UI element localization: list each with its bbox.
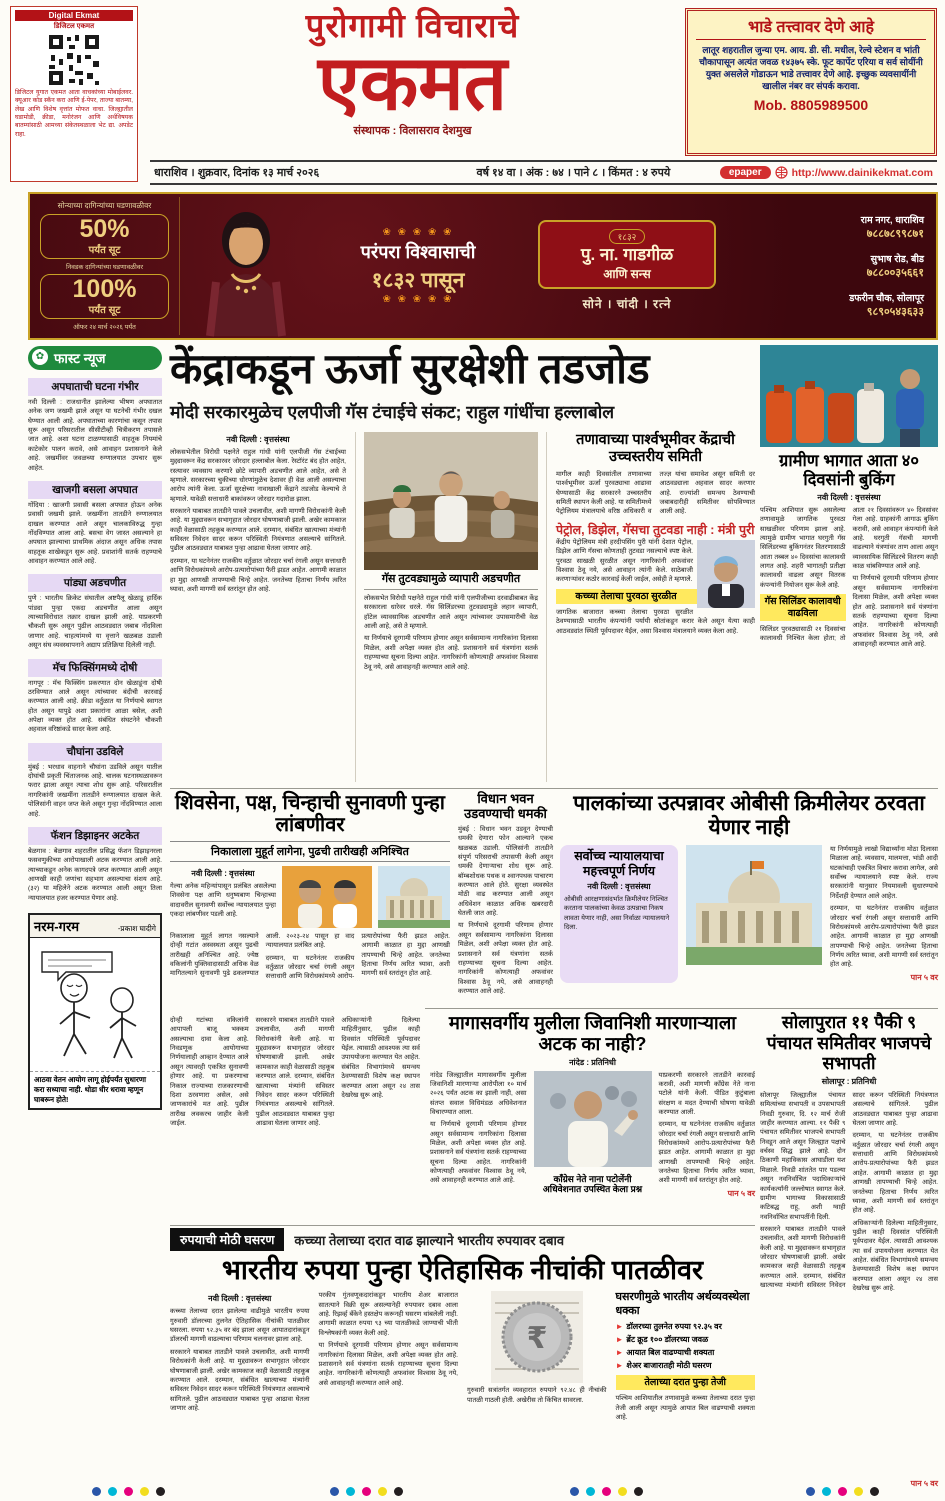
vidhan-bhavan-story [458,792,553,1005]
solapur-text: अधिकाऱ्यांनी दिलेल्या माहितीनुसार, पुढील काही दिवसांत परिस्थिती पूर्वपदावर येईल. त्यासाठी आवश्यक त्या सर्व उपाययोजना करण्यात येत आहेत. संबंधित विभागांमध्ये समन्वय ठेवण्यासाठी विशेष कक्ष स्थापन करण्यात आला असून २४ तास देखरेख सुरू आहे. [852,1219,938,1293]
shivsena-deck: निकालाला मुहूर्त लागेना, पुढची तारीखही अनिश्चित [170,841,450,862]
nanded-photo-caption: काँग्रेस नेते नाना पटोलेंनी अधिवेशनात उपस्थित केला प्रश्न [542,1173,643,1195]
minister-puri-photo [697,540,755,608]
lead-columns [170,432,755,782]
solapur-columns [760,1091,938,1476]
lead-body: या निर्णयाचे दूरगामी परिणाम होणार असून सर्वसामान्य नागरिकांना दिलासा मिळेल, अशी अपेक्षा व्यक्त होत आहे. प्रशासनाने सर्व यंत्रणांना सतर्क राहण्याच्या सूचना दिल्या आहेत. नागरिकांनी कोणत्याही अफवांवर विश्वास ठेवू नये, असे आवाहनही करण्यात आले आहे. [364,635,538,671]
print-dot [586,1487,595,1496]
obc-text: दरम्यान, या घटनेनंतर राजकीय वर्तुळात जोरदार चर्चा रंगली असून सत्ताधारी आणि विरोधकांमध्ये आरोप-प्रत्यारोपांच्या फैरी झडत आहेत. आगामी काळात हा मुद्दा आणखी तापण्याची चिन्हे आहेत. जनतेच्या हिताचा निर्णय त्वरित घ्यावा, अशी मागणी सर्व स्तरांतून होत आहे. [830,905,938,969]
obc-story [560,792,938,1005]
offer-2-note: ऑफर २४ मार्च २०२६ पर्यंत [73,324,136,331]
branch-phone: ७८८००३५६६१ [866,267,924,279]
shivsena-headline: शिवसेना, पक्ष, चिन्हाची सुनावणी पुन्हा लांबणीवर [175,792,445,837]
epaper-link[interactable] [720,166,933,179]
vidhan-body: मुंबई : विधान भवन उडवून देण्याची धमकी देणारा फोन आल्याने एकच खळबळ उडाली. पोलिसांनी तातडीने संपूर्ण परिसराची तपासणी केली असून धमकी देणाऱ्याचा शोध सुरू आहे. बॉम्बशोधक पथक व श्वानपथक पाचारण करण्यात आले होते. सुरक्षा व्यवस्थेत मोठी वाढ करण्यात आली असून अधिवेशन काळात अधिक खबरदारी घेतली जात आहे. [458,825,553,918]
nanded-column [659,1071,756,1199]
print-dot [570,1487,579,1496]
qr-note-text: डिजिटल युगात एकमत आता वाचकांच्या मोबाईलवर. क्यूआर कोड स्कॅन करा आणि ई-पेपर, ताज्या बातम्या, लेख आणि विशेष वृत्तांत मोफत वाचा. जिल्ह्यातील घडामोडी, क्रीडा, मनोरंजन आणि अर्थविषयक बातम्यांसाठी आमच्या संकेतस्थळाला भेट द्या. अपडेट राहा. [15,89,133,138]
globe-icon [775,166,788,179]
rental-ad-title: भाडे तत्त्वावर देणे आहे [696,15,926,40]
banner-branches [730,213,936,319]
print-registration-marks [570,1487,643,1496]
print-dot [618,1487,627,1496]
nanded-text: दरम्यान, या घटनेनंतर राजकीय वर्तुळात जोरदार चर्चा रंगली असून सत्ताधारी आणि विरोधकांमध्ये आरोप-प्रत्यारोपांच्या फैरी झडत आहेत. आगामी काळात हा मुद्दा आणखी तापण्याची चिन्हे आहेत. जनतेच्या हिताचा निर्णय त्वरित घ्यावा, अशी मागणी सर्व स्तरांतून होत आहे. [658,1121,755,1185]
fast-news-item-title: पांड्या अडचणीत [28,574,162,592]
cartoon-author: -प्रकाश घादीगे [117,924,156,934]
fast-news-item-title: फॅशन डिझाइनर अटकेत [28,827,162,845]
newspaper-title: एकमत [317,41,508,126]
rupee-column-3 [467,1291,607,1422]
rupee-byline: नवी दिल्ली : वृत्तसंस्था [208,1294,272,1304]
rupee-text: कच्च्या तेलाच्या दरात झालेल्या वाढीमुळे भारतीय रुपया गुरुवारी डॉलरच्या तुलनेत ऐतिहासिक नीचांकी पातळीवर घसरला. रुपया ९२.३५ वर बंद झाला असून आयातदारांकडून डॉलरची मागणी वाढल्याचा परिणाम चलनावर झाला आहे. [170,1308,310,1344]
fast-news-item [28,574,162,650]
shivsena-text: निकालाला मुहूर्त लागत नसल्याने दोन्ही गटांत अस्वस्थता असून पुढची तारीखही अनिश्चित आहे. ज्येष्ठ वकिलांनी युक्तिवादासाठी अधिक वेळ मागितल्याने सुनावणी पुढे ढकलण्यात आली. २०२३-२४ पासून हा वाद न्यायालयात प्रलंबित आहे. [170,932,355,978]
gas-booking-byline: नवी दिल्ली : वृत्तसंस्था [817,492,881,502]
classified-rental-ad [685,8,937,156]
fast-news-header [28,346,162,370]
lpg-cylinder-photo [760,345,938,447]
supreme-court-photo [686,845,822,965]
brand-name-line-1: पु. ना. गाडगीळ [580,245,674,265]
solapur-text: दरम्यान, या घटनेनंतर राजकीय वर्तुळात जोरदार चर्चा रंगली असून सत्ताधारी आणि विरोधकांमध्ये आरोप-प्रत्यारोपांच्या फैरी झडत आहेत. आगामी काळात हा मुद्दा आणखी तापण्याची चिन्हे आहेत. जनतेच्या हिताचा निर्णय त्वरित घ्यावा, अशी मागणी सर्व स्तरांतून होत आहे. [852,1132,938,1215]
gas-booking-text: सिलिंडर पुरवठ्यासाठी २१ दिवसांचा कालावधी निश्चित केला होता; तो आता २१ दिवसांवरून ४० दिवसांवर गेला आहे. ग्राहकांनी आगाऊ बुकिंग करावी, असे आवाहन कंपन्यांनी केले आहे. घरगुती गॅसची मागणी वाढल्याने यंत्रणांवर ताण आला असून व्यावसायिक सिलिंडरचे वितरण काही काळ थांबविण्यात आले आहे. [760,506,938,643]
gas-booking-body [760,506,938,768]
offer-2-value: 100% [72,275,137,303]
offer-1-value: 50% [79,215,130,243]
lead-column-1 [170,432,346,782]
qr-code [47,33,101,87]
lead-body: दरम्यान, या घटनेनंतर राजकीय वर्तुळात जोरदार चर्चा रंगली असून सत्ताधारी आणि विरोधकांमध्ये आरोप-प्रत्यारोपांच्या फैरी झडत आहेत. आगामी काळात हा मुद्दा आणखी तापण्याची चिन्हे आहेत. जनतेच्या हिताचा निर्णय त्वरित घ्यावा, अशी मागणी सर्व स्तरांतून होत आहे. [170,557,346,593]
rupee-column-2 [319,1291,459,1422]
solapur-story [760,1012,938,1488]
obc-byline: नवी दिल्ली : वृत्तसंस्था [587,882,651,892]
solapur-byline: सोलापूर : प्रतिनिधी [821,1076,877,1086]
offer-1-label: पर्यंत सूट [88,245,121,256]
leaders-photo [282,866,372,928]
cartoon-header [30,915,160,938]
edition-info: वर्ष १४ वा । अंक : ७४ । पाने ८ । किंमत : ४ रुपये [476,167,671,179]
banner-offer-1 [40,214,169,259]
rupee-kicker-strip [170,1228,755,1251]
brand-name-line-2: आणि सन्स [603,266,651,281]
print-dot [346,1487,355,1496]
parliament-photo [364,432,538,570]
solapur-text: सरकारने याबाबत तातडीने पावले उचलावीत, अशी मागणी विरोधकांनी केली आहे. या मुद्द्यावरून सभागृहात जोरदार घोषणाबाजी झाली. अखेर कामकाज काही वेळासाठी तहकूब करण्यात आले. दरम्यान, संबंधित खात्याच्या मंत्र्यांनी सविस्तर निवेदन सादर करून परिस्थिती नियंत्रणात असल्याचे सांगितले. पुढील आठवड्यात याबाबत पुन्हा आढावा घेतला जाणार आहे. [760,1091,938,1290]
branch-phone: ७८८७८९९८७१ [866,228,924,240]
offer-2-label: पर्यंत सूट [88,305,121,316]
masthead [145,2,680,138]
arrow-icon: ► [615,1321,624,1331]
obc-row [560,845,938,983]
print-registration-marks [330,1487,403,1496]
obc-verdict-box [560,845,678,983]
shivsena-text: दोन्ही गटांच्या वकिलांनी आपापली बाजू भक्कम असल्याचा दावा केला आहे. निवडणूक आयोगाच्या निर्णयालाही आव्हान देण्यात आले असून त्यावरही एकत्रित सुनावणी होणार आहे. या प्रकरणाचा निकाल राज्याच्या राजकारणाची दिशा ठरवणारा असेल, असे जाणकारांचे मत आहे. पुढील तारीख लवकरच जाहीर केली जाईल. [170,1017,249,1127]
committee-body: मागील काही दिवसांतील तणावाच्या पार्श्वभूमीवर ऊर्जा पुरवठ्याचा आढावा घेण्यासाठी केंद्र सरकारने उच्चस्तरीय समिती स्थापन केली आहे. या समितीमध्ये पेट्रोलियम मंत्रालयाचे वरिष्ठ अधिकारी व तज्ज्ञ यांचा समावेश असून समिती दर आठवड्याला अहवाल सादर करणार आहे. राज्यांशी समन्वय ठेवण्याची जबाबदारीही समितीवर सोपविण्यात आली आहे. [556,471,755,516]
marigold-garland-icon: ❀ ❀ ❀ ❀ ❀ [382,227,454,238]
rupee-text: परकीय गुंतवणूकदारांकडून भारतीय शेअर बाजारात सातत्याने विक्री सुरू असल्यानेही रुपयावर दबाव आला आहे. रिझर्व्ह बँकेने हस्तक्षेप करूनही घसरण थांबलेली नाही. आगामी काळात रुपया ९३ च्या पातळीकडे जाण्याची भीती विश्लेषकांनी व्यक्त केली आहे. [318,1292,458,1337]
fast-news-item [28,378,162,473]
print-dot [362,1487,371,1496]
obc-text: या निर्णयामुळे लाखो विद्यार्थ्यांना मोठा दिलासा मिळाला आहे. व्यवसाय, मालमत्ता, भांडी आदी घटकांचाही एकत्रित विचार करावा लागेल, असे सर्वोच्च न्यायालयाने स्पष्ट केले. राज्य सरकारांनी यानुसार नियमावली सुधारण्याचे निर्देशही देण्यात आले आहेत. [830,846,938,900]
rupee-bullet-text: आयात बिल वाढण्याची शक्यता [626,1347,715,1357]
founder-line: संस्थापक : विलासराव देशमुख [353,125,472,138]
cartoon-caption: आठवा वेतन आयोग लागू होईपर्यंत सुधारणा करा सध्याचा नाही. थोडा धीर धरावा म्हणून घाबरून होते! [30,1071,160,1108]
rupee-column-1 [170,1291,310,1422]
rupee-bullet-text: डॉलरच्या तुलनेत रुपया ९२.३५ वर [626,1321,722,1331]
qr-band-label: Digital Ekmat [15,10,133,21]
print-dot [854,1487,863,1496]
branch-name: राम नगर, धाराशिव [860,215,924,226]
continued-on-page-marker[interactable]: पान ५ वर [910,1478,938,1488]
print-dot [806,1487,815,1496]
print-dot [156,1487,165,1496]
fast-news-item-title: चौघांना उडविले [28,743,162,761]
fast-news-item-body: नवी दिल्ली : राजधानीत झालेल्या भीषण अपघातात अनेक जण जखमी झाले असून या घटनेची गंभीर दखल घेण्यात आली आहे. अपघाताच्या कारणांचा कसून तपास सुरू असून परिसरातील सीसीटीव्ही चित्रीकरण तपासले जात आहे. अशा घटना टाळण्यासाठी वाहतूक नियमांचे काटेकोर पालन करावे, असे आवाहन प्रशासनाने केले आहे. जखमींवर जवळच्या रुग्णालयात उपचार सुरू आहेत. [28,399,162,472]
nana-patole-photo [534,1071,652,1167]
obc-verdict-title: सर्वोच्च न्यायालयाचा महत्त्वपूर्ण निर्णय [574,849,664,879]
branch-item [730,252,924,280]
nanded-byline: नांदेड : प्रतिनिधी [569,1057,616,1067]
economy-shock-title: घसरणीमुळे भारतीय अर्थव्यवस्थेला धक्का [615,1291,750,1318]
lead-column-2 [355,432,547,782]
lead-body: लोकसभेत विरोधी पक्षनेते राहुल गांधी यांनी एलपीजीच्या दरवाढीबाबत केंद्र सरकारला धारेवर धरले. गॅस सिलिंडरच्या तुटवड्यामुळे लहान व्यापारी, हॉटेल व्यावसायिक अडचणीत आले असून त्यांच्यावर उपासमारीची वेळ आली आहे, असे ते म्हणाले. [364,595,538,631]
oil-rally-highlight: तेलाच्या दरात पुन्हा तेजी [616,1375,756,1390]
fast-news-item [28,743,162,819]
brand-year-badge: १८३२ [609,229,646,244]
rupee-coin-photo [491,1291,583,1383]
epaper-url[interactable]: http://www.dainikekmat.com [791,166,933,179]
gas-booking-story [760,345,938,768]
banner-offer-intro: सोन्याच्या दागिन्यांच्या घडणावळीवर [57,201,152,210]
heritage-line-2: १८३२ पासून [371,269,465,292]
lead-deck: मोदी सरकारमुळेच एलपीजी गॅस टंचाईचे संकट; राहुल गांधींचा हल्लाबोल [170,401,615,422]
fast-news-item-body: पुणे : भारतीय क्रिकेट संघातील अष्टपैलू खेळाडू हार्दिक पांड्या पुन्हा एकदा अडचणीत आला असून त्याच्याविरोधात तक्रार दाखल झाली आहे. याप्रकरणी चौकशी सुरू असून पुढील आठवड्यात जबाब नोंदविला जाणार आहे. चाहत्यांमध्ये या वृत्ताने खळबळ उडाली असून संघ व्यवस्थापनाने अद्याप प्रतिक्रिया दिलेली नाही. [28,595,162,650]
fast-news-item [28,481,162,567]
lead-photo-caption: गॅस तुटवड्यामुळे व्यापारी अडचणीत [364,573,538,590]
banner-offer-2 [40,274,169,319]
cartoon-illustration [30,938,158,1066]
gas-booking-text: पश्चिम आशियात सुरू असलेल्या तणावामुळे जागतिक पुरवठा साखळीवर परिणाम झाला आहे. त्यामुळे ग्रामीण भागात घरगुती गॅस सिलिंडरच्या बुकिंगनंतर वितरणासाठी आता तब्बल ४० दिवसांचा कालावधी लागत आहे. शहरी भागातही प्रतीक्षा कालावधी वाढला असून वितरक कंपन्यांनी नियोजन सुरू केले आहे. [760,506,846,589]
nanded-text: याप्रकरणी सरकारने तातडीने कारवाई करावी, अशी मागणी काँग्रेस नेते नाना पटोले यांनी केली. पीडित कुटुंबाला संरक्षण व मदत देण्याची घोषणा यावेळी करण्यात आली. [658,1071,755,1116]
print-dot [378,1487,387,1496]
branch-name: डफरीन चौक, सोलापूर [849,293,924,304]
lead-column-3 [556,432,755,782]
fast-news-item-body: गोंदिया : खाजगी प्रवासी बसला अपघात होऊन अनेक प्रवासी जखमी झाले. जखमींना तातडीने रुग्णालयात दाखल करण्यात आले असून चालकाविरुद्ध गुन्हा नोंदविण्यात आला आहे. बसचा वेग जास्त असल्याने हा अपघात झाल्याचा प्राथमिक अंदाज असून अधिक तपास वाहतूक शाखेकडून सुरू आहे. प्रवाशांनी सतर्क राहण्याचे आवाहन करण्यात आले आहे. [28,501,162,566]
print-registration-marks [806,1487,879,1496]
fast-news-item [28,659,162,735]
jeweller-banner-ad [28,192,938,340]
rupee-bullet-text: शेअर बाजारातही मोठी घसरण [626,1360,712,1370]
nanded-text: या निर्णयाचे दूरगामी परिणाम होणार असून सर्वसामान्य नागरिकांना दिलासा मिळेल, अशी अपेक्षा व्यक्त होत आहे. प्रशासनाने सर्व यंत्रणांना सतर्क राहण्याच्या सूचना दिल्या आहेत. नागरिकांनी कोणत्याही अफवांवर विश्वास ठेवू नये, असे आवाहनही करण्यात आले आहे. [430,1121,527,1185]
oil-supply-highlight: कच्च्या तेलाचा पुरवठा सुरळीत [556,589,755,604]
date-bar [150,160,937,185]
print-dot [394,1487,403,1496]
shivsena-top-row [170,866,450,928]
nanded-text: नांदेड जिल्ह्यातील मागासवर्गीय मुलीला जिवानिशी मारणाऱ्या आरोपीला १० मार्च २०२६ पर्यंत अटक का झाली नाही, असा संतप्त सवाल विधिमंडळ अधिवेशनात विचारण्यात आला. [430,1071,527,1116]
committee-subhead: तणावाच्या पार्श्वभूमीवर केंद्राची उच्चस्तरीय समिती [576,431,735,465]
lead-body: लोकसभेतील विरोधी पक्षनेते राहुल गांधी यांनी एलपीजी गॅस टंचाईच्या मुद्द्यावरून केंद्र सरकारवर जोरदार हल्लाबोल केला. रेस्टॉरंट बंद होत आहेत, रस्त्यावर व्यवसाय करणारे छोटे व्यापारी अडचणीत आले आहेत, असे ते म्हणाले. सरकारच्या चुकीच्या धोरणांमुळेच देशावर ही वेळ आली असल्याचा आरोप त्यांनी केला. ऊर्जा सुरक्षेच्या नावाखाली केंद्राने तडजोड केल्याचे ते म्हणाले. यावेळी सत्ताधारी बाकांवरून जोरदार गदारोळ झाला. [170,448,346,503]
fast-news-item-body: नागपूर : मॅच फिक्सिंग प्रकरणात दोन खेळाडूंना दोषी ठरविण्यात आले असून त्यांच्यावर बंदीची कारवाई करण्यात आली आहे. क्रीडा वर्तुळात या निर्णयाचे स्वागत होत असून यापुढे अशा प्रकारांना आळा बसेल, अशी अपेक्षा व्यक्त होत आहे. संबंधित संघटनेने चौकशी अहवाल वरिष्ठांकडे सादर केला आहे. [28,679,162,734]
rupee-strip-text: कच्च्या तेलाच्या दरात वाढ झाल्याने भारतीय रुपयावर दबाव [294,1232,565,1248]
continued-on-page-marker[interactable]: पान ५ वर [727,1188,755,1198]
banner-heritage [312,227,524,305]
print-dot [92,1487,101,1496]
arrow-icon: ► [615,1360,624,1370]
branch-item [730,291,924,319]
print-dot [634,1487,643,1496]
solapur-headline: सोलापुरात ११ पैकी ९ पंचायत समितीवर भाजपचे सभापती [766,1012,932,1074]
lead-byline: नवी दिल्ली : वृत्तसंस्था [226,434,290,444]
print-dot [822,1487,831,1496]
fast-news-item-title: खाजगी बसला अपघात [28,481,162,499]
rupee-kicker: रुपयाची मोठी घसरण [170,1228,284,1251]
branch-item [730,213,924,241]
banner-offers [30,197,180,335]
lead-story [170,345,755,782]
shivsena-story-continued [170,1016,420,1221]
vidhan-body: या निर्णयाचे दूरगामी परिणाम होणार असून सर्वसामान्य नागरिकांना दिलासा मिळेल, अशी अपेक्षा व्यक्त होत आहे. प्रशासनाने सर्व यंत्रणांना सतर्क राहण्याच्या सूचना दिल्या आहेत. नागरिकांनी कोणत्याही अफवांवर विश्वास ठेवू नये, असे आवाहनही करण्यात आले आहे. [458,922,553,995]
solapur-text: सोलापूर जिल्ह्यातील पंचायत समित्यांच्या सभापती व उपसभापती निवडी गुरुवार, दि. १२ मार्च रोजी जाहीर करण्यात आल्या. ११ पैकी ९ पंचायत समितीवर भाजपचे सभापती निवडून आले असून जिल्ह्यात पक्षाचे वर्चस्व सिद्ध झाले आहे. दोन ठिकाणी महाविकास आघाडीला यश मिळाले. निवडी शांततेत पार पडल्या असून नवनिर्वाचित पदाधिकाऱ्यांचे कार्यकर्त्यांनी जल्लोषात स्वागत केले. ग्रामीण भागाच्या विकासासाठी कटिबद्ध राहू, अशी ग्वाही नवनिर्वाचित सभापतींनी दिली. [760,1091,846,1221]
rental-ad-phone: Mob. 8805989500 [753,96,869,113]
shivsena-text: सरकारने याबाबत तातडीने पावले उचलावीत, अशी मागणी विरोधकांनी केली आहे. या मुद्द्यावरून सभागृहात जोरदार घोषणाबाजी झाली. अखेर कामकाज काही वेळासाठी तहकूब करण्यात आले. दरम्यान, संबंधित खात्याच्या मंत्र्यांनी सविस्तर निवेदन सादर करून परिस्थिती नियंत्रणात असल्याचे सांगितले. पुढील आठवड्यात याबाबत पुन्हा आढावा घेतला जाणार आहे. [255,1017,335,1127]
rupee-columns [170,1291,755,1422]
fast-news-item-title: अपघाताची घटना गंभीर [28,378,162,396]
rupee-text: गुरुवारी सत्रांतर्गत व्यवहारात रुपयाने ९२.४८ ही नीचांकी पातळी गाठली होती. अखेरीस तो किंचित सावरला. [467,1387,607,1404]
masthead-tagline: पुरोगामी विचाराचे [305,7,520,44]
lead-headline: केंद्राकडून ऊर्जा सुरक्षेशी तडजोड [170,345,650,392]
cartoon-title: नरम-गरम [34,919,80,935]
lead-tail: जागतिक बाजारात कच्च्या तेलाचा पुरवठा सुरळीत ठेवण्यासाठी भारतीय कंपन्यांनी पर्यायी स्रोतांकडून करार केले असून येत्या काही आठवड्यांत स्थिती पूर्वपदावर येईल, असा विश्वास मंत्रालयाने व्यक्त केला आहे. [556,609,755,635]
rupee-text: पश्चिम आशियातील तणावामुळे कच्च्या तेलाच्या दरात पुन्हा तेजी आली असून त्यामुळे आयात बिल वाढण्याची शक्यता आहे. [615,1395,755,1421]
rupee-bullet [616,1361,756,1371]
puri-block [556,538,755,585]
fast-news-item-body: मुंबई : भरधाव वाहनाने चौघांना उडविले असून यातील दोघांची प्रकृती चिंताजनक आहे. चालक घटनास्थळावरून फरार झाला असून त्याचा शोध सुरू आहे. परिसरातील नागरिकांनी जखमींना तातडीने रुग्णालयात दाखल केले. पोलिसांनी वाहन जप्त केले असून गुन्हा नोंदविण्यात आला आहे. [28,763,162,818]
shivsena-text: दरम्यान, या घटनेनंतर राजकीय वर्तुळात जोरदार चर्चा रंगली असून सत्ताधारी आणि विरोधकांमध्ये आरोप-प्रत्यारोपांच्या फैरी झडत आहेत. आगामी काळात हा मुद्दा आणखी तापण्याची चिन्हे आहेत. जनतेच्या हिताचा निर्णय त्वरित घ्यावा, अशी मागणी सर्व स्तरांतून होत आहे. [265,932,450,981]
rupee-bullet [616,1335,756,1345]
section-divider [170,788,938,789]
obc-text: ओबीसी आरक्षणासंदर्भात क्रिमीलेयर निश्चित करताना पालकांच्या केवळ उत्पन्नाचा निकष लावता येणार नाही, असा निर्वाळा न्यायालयाने दिला. [564,896,670,932]
puri-body: केंद्रीय पेट्रोलियम मंत्री हरदीपसिंग पुरी यांनी देशात पेट्रोल, डिझेल आणि गॅसचा कोणताही तुटवडा नसल्याचे स्पष्ट केले. पुरवठा साखळी सुरळीत असून नागरिकांनी अफवांवर विश्वास ठेवू नये, असे आवाहन त्यांनी केले. साठेबाजी करणाऱ्यांवर कठोर कारवाई केली जाईल, असेही ते म्हणाले. [556,538,693,584]
obc-headline: पालकांच्या उत्पन्नावर ओबीसी क्रिमीलेयर ठरवता येणार नाही [573,792,925,839]
branch-name: सुभाष रोड, बीड [870,254,924,265]
print-dot [602,1487,611,1496]
banner-brand [524,220,730,312]
fast-news-item-body: बेळगाव : बेळगाव शहरातील प्रसिद्ध फॅशन डिझाइनरला फसवणुकीच्या आरोपाखाली अटक करण्यात आली आहे. त्याच्याकडून अनेक कागदपत्रे जप्त करण्यात आली असून आणखी काही जणांचा सहभाग असल्याचा संशय आहे. (३२) या महिलेने अटक करण्यात आली असून तिला न्यायालयात हजर करण्यात येणार आहे. [28,847,162,902]
nanded-photo-column [534,1071,652,1199]
gas-booking-text: या निर्णयाचे दूरगामी परिणाम होणार असून सर्वसामान्य नागरिकांना दिलासा मिळेल, अशी अपेक्षा व्यक्त होत आहे. प्रशासनाने सर्व यंत्रणांना सतर्क राहण्याच्या सूचना दिल्या आहेत. नागरिकांनी कोणत्याही अफवांवर विश्वास ठेवू नये, असे आवाहनही करण्यात आले आहे. [852,575,938,648]
arrow-icon: ► [615,1347,624,1357]
branch-phone: ९८९०५४३६३३ [866,306,924,318]
brand-box [538,220,716,289]
rupee-text: सरकारने याबाबत तातडीने पावले उचलावीत, अशी मागणी विरोधकांनी केली आहे. या मुद्द्यावरून सभागृहात जोरदार घोषणाबाजी झाली. अखेर कामकाज काही वेळासाठी तहकूब करण्यात आले. दरम्यान, संबंधित खात्याच्या मंत्र्यांनी सविस्तर निवेदन सादर करून परिस्थिती नियंत्रणात असल्याचे सांगितले. पुढील आठवड्यात याबाबत पुन्हा आढावा घेतला जाणार आहे. [170,1348,310,1412]
fast-news-item-title: मॅच फिक्सिंगमध्ये दोषी [28,659,162,677]
leaf-icon: ✿ [32,349,48,365]
model-photo-illustration [180,196,312,336]
svg-text:₹: ₹ [526,1321,548,1357]
print-dot [140,1487,149,1496]
arrow-icon: ► [615,1334,624,1344]
print-dot [108,1487,117,1496]
rupee-text: या निर्णयाचे दूरगामी परिणाम होणार असून सर्वसामान्य नागरिकांना दिलासा मिळेल, अशी अपेक्षा व्यक्त होत आहे. प्रशासनाने सर्व यंत्रणांना सतर्क राहण्याच्या सूचना दिल्या आहेत. नागरिकांनी कोणत्याही अफवांवर विश्वास ठेवू नये, असे आवाहनही करण्यात आले आहे. [318,1342,458,1387]
nanded-story [430,1012,755,1222]
dateline: धाराशिव । शुक्रवार, दिनांक १३ मार्च २०२६ [154,167,320,179]
fast-news-title: फास्ट न्यूज [54,351,106,366]
section-divider [425,1008,938,1009]
section-divider [170,1225,755,1226]
rupee-headline: भारतीय रुपया पुन्हा ऐतिहासिक नीचांकी पातळीवर [221,1255,704,1285]
rental-ad-body: लातूर शहरातील जुन्या एम. आय. डी. सी. मधील, रेल्वे स्टेशन व भांती चौकापासून अत्यंत जवळ १४३७५ स्के. फूट कार्पेट एरिया व सर्व सोयींनी युक्त असलेले गोडाऊन भाडे तत्त्वावर देणे आहे. इच्छुक व्यवसायींनी खालील नंबर वर संपर्क करावा. [699,45,923,92]
brand-products: सोने । चांदी । रत्ने [582,296,672,311]
shivsena-story [170,792,450,1005]
offer-1-note: निवडक दागिन्यांच्या घडणावळीवर [65,264,144,271]
rupee-bullet [616,1348,756,1358]
print-registration-marks [92,1487,165,1496]
shivsena-text: गेल्या अनेक महिन्यांपासून प्रलंबित असलेल्या शिवसेना पक्ष आणि धनुष्यबाण चिन्हाच्या वादावरील सुनावणी सर्वोच्च न्यायालयात पुन्हा एकदा लांबणीवर पडली आहे. [170,882,276,918]
shivsena-byline: नवी दिल्ली : वृत्तसंस्था [191,868,255,878]
rupee-bullet [616,1322,756,1332]
qr-sub-label: डिजिटल एकमत [53,23,95,30]
cartoon-box [28,913,162,1110]
rupee-bullet-text: ब्रेंट क्रूड १०० डॉलरच्या जवळ [626,1334,709,1344]
vidhan-headline: विधान भवन उडवण्याची धमकी [464,791,547,821]
puri-subhead: पेट्रोल, डिझेल, गॅसचा तुटवडा नाही : मंत्री पुरी [556,522,755,537]
fast-news-sidebar [28,346,162,1110]
nanded-column [430,1071,527,1199]
print-dot [124,1487,133,1496]
shivsena-columns [170,932,450,982]
obc-column [830,845,938,983]
nanded-headline: मागासवर्गीय मुलीला जिवानिशी मारणाऱ्याला अटक का नाही? [448,1012,737,1055]
heritage-line-1: परंपरा विश्वासाची [360,242,476,262]
shivsena-text: अधिकाऱ्यांनी दिलेल्या माहितीनुसार, पुढील काही दिवसांत परिस्थिती पूर्वपदावर येईल. त्यासाठी आवश्यक त्या सर्व उपाययोजना करण्यात येत आहेत. संबंधित विभागांमध्ये समन्वय ठेवण्यासाठी विशेष कक्ष स्थापन करण्यात आला असून २४ तास देखरेख सुरू आहे. [341,1017,420,1099]
print-dot [330,1487,339,1496]
lead-body: सरकारने याबाबत तातडीने पावले उचलावीत, अशी मागणी विरोधकांनी केली आहे. या मुद्द्यावरून सभागृहात जोरदार घोषणाबाजी झाली. अखेर कामकाज काही वेळासाठी तहकूब करण्यात आले. दरम्यान, संबंधित खात्याच्या मंत्र्यांनी सविस्तर निवेदन सादर करून परिस्थिती नियंत्रणात असल्याचे सांगितले. पुढील आठवड्यात याबाबत पुन्हा आढावा घेतला जाणार आहे. [170,507,346,553]
rupee-column-4 [616,1291,756,1422]
print-dot [870,1487,879,1496]
continued-on-page-marker[interactable]: पान ५ वर [910,972,938,982]
nanded-row [430,1071,755,1199]
cylinder-period-highlight: गॅस सिलिंडर कालावधी वाढविला [760,594,846,621]
fast-news-item [28,827,162,903]
shivsena-cont-columns [170,1016,420,1128]
marigold-garland-icon: ❀ ❀ ❀ ❀ ❀ [382,294,454,305]
digital-epaper-qr-box [10,6,138,182]
print-dot [838,1487,847,1496]
shivsena-lead-col [170,866,276,928]
gas-booking-headline: ग्रामीण भागात आता ४० दिवसांनी बुकिंग [779,452,919,489]
epaper-badge[interactable]: epaper [720,166,771,179]
supreme-court-photo-small [378,866,450,928]
rupee-story [170,1228,755,1476]
